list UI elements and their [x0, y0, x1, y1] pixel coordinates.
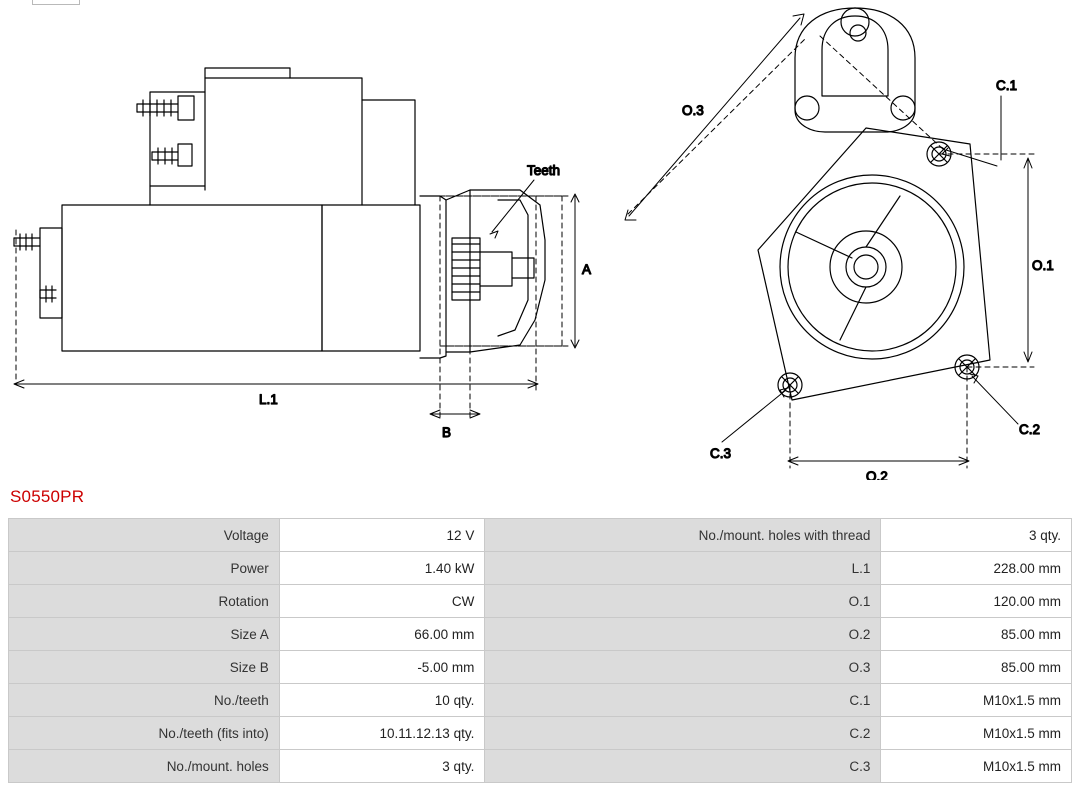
starter-front-view: [758, 8, 990, 400]
spec-label: No./mount. holes with thread: [485, 519, 881, 552]
spec-value: 66.00 mm: [279, 618, 485, 651]
spec-label: O.3: [485, 651, 881, 684]
label-o3: O.3: [682, 103, 704, 118]
dimension-o1: [1024, 158, 1032, 362]
spec-label: O.2: [485, 618, 881, 651]
spec-label: C.2: [485, 717, 881, 750]
label-teeth: Teeth: [527, 163, 561, 178]
table-row: [9, 552, 1072, 585]
spec-value: 3 qty.: [881, 519, 1072, 552]
starter-side-view: [14, 68, 545, 358]
label-c2: C.2: [1019, 422, 1041, 437]
label-o2: O.2: [866, 469, 888, 480]
table-row: [9, 519, 1072, 552]
table-row: [9, 750, 1072, 783]
label-c1: C.1: [996, 78, 1018, 93]
spec-value: 12 V: [279, 519, 485, 552]
dimension-o3: [625, 14, 804, 220]
spec-value: CW: [279, 585, 485, 618]
dimension-l1: [14, 230, 538, 388]
spec-label: Voltage: [9, 519, 280, 552]
spec-value: 10.11.12.13 qty.: [279, 717, 485, 750]
table-row: [9, 651, 1072, 684]
label-c3: C.3: [710, 446, 732, 461]
spec-value: 3 qty.: [279, 750, 485, 783]
table-row: [9, 717, 1072, 750]
spec-label: Size B: [9, 651, 280, 684]
spec-label: O.1: [485, 585, 881, 618]
label-o1: O.1: [1032, 258, 1054, 273]
spec-value: -5.00 mm: [279, 651, 485, 684]
spec-label: No./mount. holes: [9, 750, 280, 783]
spec-value: 10 qty.: [279, 684, 485, 717]
spec-label: C.3: [485, 750, 881, 783]
table-row: [9, 684, 1072, 717]
leader-c3: [722, 388, 788, 442]
spec-label: Power: [9, 552, 280, 585]
spec-label: No./teeth: [9, 684, 280, 717]
label-b: B: [442, 425, 452, 440]
dimension-b: [430, 410, 480, 418]
dimension-o2: [788, 457, 969, 465]
spec-label: Rotation: [9, 585, 280, 618]
table-row: [9, 585, 1072, 618]
spec-value: 85.00 mm: [881, 651, 1072, 684]
spec-value: 1.40 kW: [279, 552, 485, 585]
spec-value: 120.00 mm: [881, 585, 1072, 618]
spec-label: C.1: [485, 684, 881, 717]
spec-label: L.1: [485, 552, 881, 585]
spec-value: M10x1.5 mm: [881, 684, 1072, 717]
table-row: [9, 618, 1072, 651]
leader-c2: [970, 374, 1018, 424]
part-number-title: S0550PR: [10, 487, 85, 506]
spec-label: No./teeth (fits into): [9, 717, 280, 750]
front-view-dimension-dashes: [628, 36, 1034, 468]
spec-value: M10x1.5 mm: [881, 717, 1072, 750]
spec-value: 228.00 mm: [881, 552, 1072, 585]
label-l1: L.1: [259, 392, 278, 407]
spec-value: 85.00 mm: [881, 618, 1072, 651]
specifications-table: [8, 518, 1072, 783]
label-a: A: [582, 262, 592, 277]
spec-label: Size A: [9, 618, 280, 651]
spec-value: M10x1.5 mm: [881, 750, 1072, 783]
